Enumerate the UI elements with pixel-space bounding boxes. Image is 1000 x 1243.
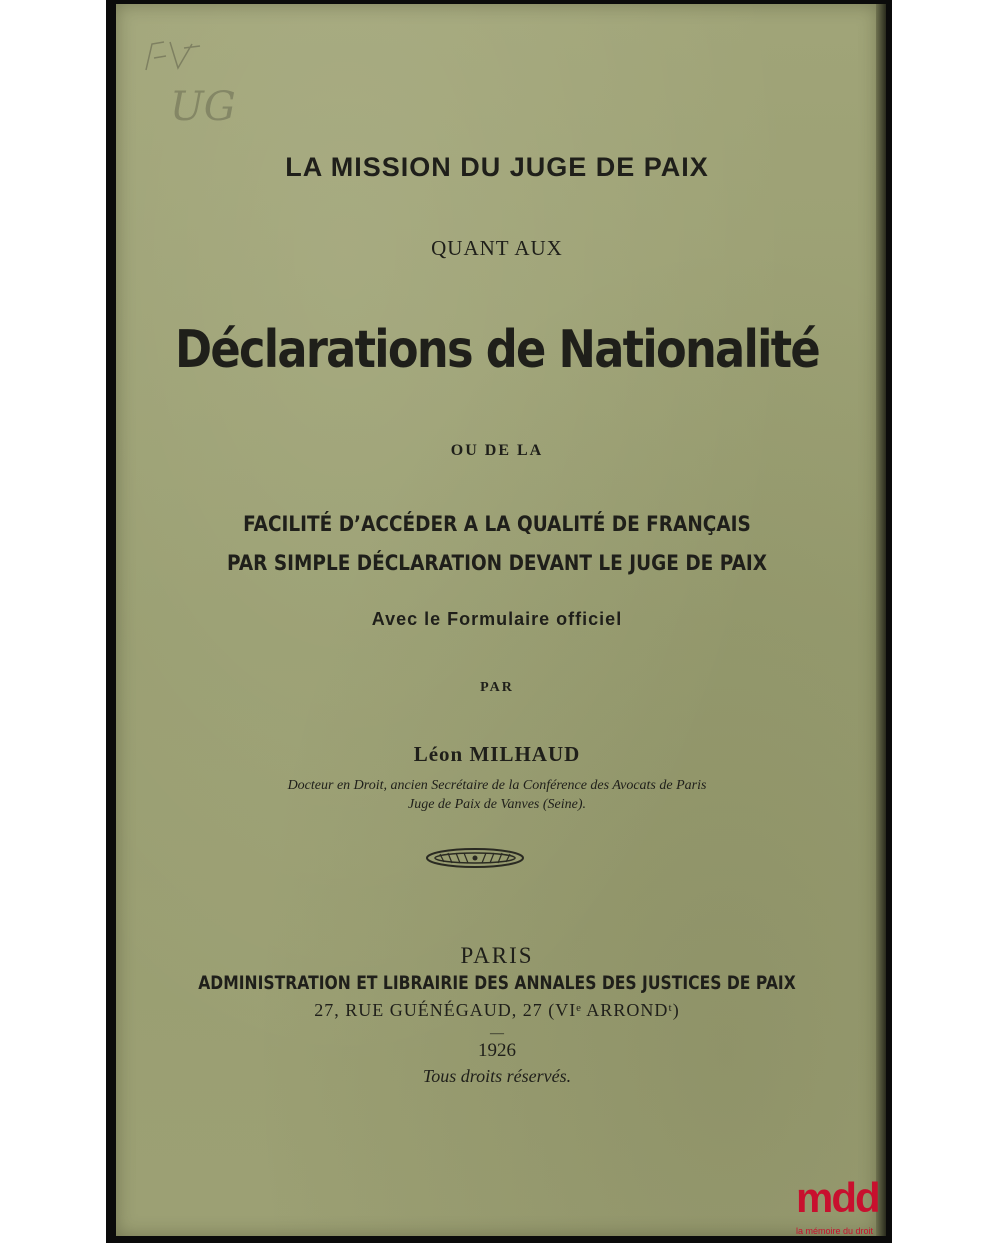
publication-year: 1926 — [478, 1040, 516, 1061]
main-title: Déclarations de Nationalité — [174, 320, 820, 380]
formulaire-note: Avec le Formulaire officiel — [371, 609, 623, 629]
separator-dash: — — [490, 1026, 504, 1041]
par-label: PAR — [480, 680, 514, 695]
subtitle-line-1: FACILITÉ D’ACCÉDER A LA QUALITÉ DE FRANÇAIS — [243, 512, 751, 536]
title-line-2: QUANT AUX — [431, 236, 563, 260]
author-name: Léon MILHAUD — [413, 742, 581, 766]
author-credentials-1: Docteur en Droit, ancien Secrétaire de la Conférence des Avocats de Paris — [287, 778, 707, 793]
rights-notice: Tous droits réservés. — [422, 1066, 572, 1086]
mdd-logo-subtitle: la mémoire du droit — [796, 1226, 874, 1236]
pencil-note: UG — [170, 84, 236, 130]
subtitle-line-2: PAR SIMPLE DÉCLARATION DEVANT LE JUGE DE PAIX — [227, 551, 767, 575]
author-credentials-2: Juge de Paix de Vanves (Seine). — [407, 797, 587, 812]
laurel-ornament-icon — [424, 845, 526, 871]
mdd-logo: mdd — [796, 1174, 879, 1221]
publisher-name: ADMINISTRATION ET LIBRAIRIE DES ANNALES DES JUSTICES DE PAIX — [198, 972, 796, 994]
pencil-annotation — [140, 22, 250, 132]
publisher-city: PARIS — [460, 943, 534, 968]
connector-text: OU DE LA — [450, 442, 544, 459]
publisher-address: 27, RUE GUÉNÉGAUD, 27 (VIᵉ ARRONDᵗ) — [314, 1000, 680, 1020]
title-line-1: LA MISSION DU JUGE DE PAIX — [285, 152, 709, 182]
